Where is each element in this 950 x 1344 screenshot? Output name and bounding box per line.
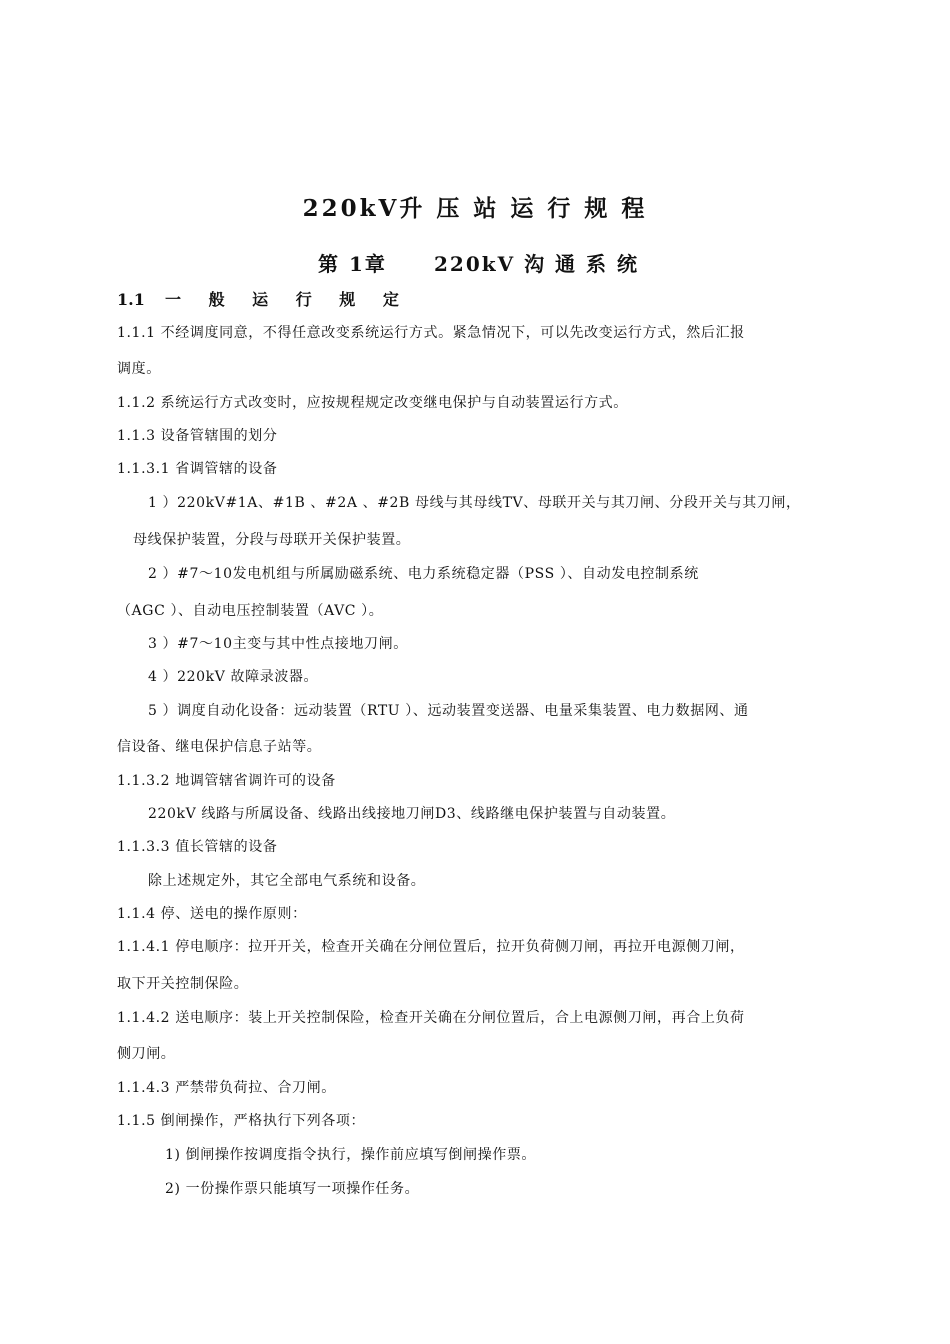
chapter-title: 220kV 沟 通 系 统 xyxy=(434,252,639,276)
section-number: 1.1 xyxy=(117,290,145,309)
paragraph-line: 220kV 线路与所属设备、线路出线接地刀闸D3、线路继电保护装置与自动装置。 xyxy=(148,806,676,822)
document-title: 220kV升 压 站 运 行 规 程 xyxy=(302,195,648,222)
paragraph-line: 1.1.4.3 严禁带负荷拉、合刀闸。 xyxy=(117,1080,336,1096)
paragraph-line: 侧刀闸。 xyxy=(117,1046,176,1062)
paragraph-line: 1.1.4.2 送电顺序：装上开关控制保险，检查开关确在分闸位置后，合上电源侧刀闸，再合上负荷 xyxy=(117,1010,745,1026)
section-heading xyxy=(117,287,410,310)
list-item-line: （AGC ）、自动电压控制装置（AVC ）。 xyxy=(117,603,384,619)
list-item-line: 2) 一份操作票只能填写一项操作任务。 xyxy=(165,1181,420,1197)
list-item-line: 3 ）#7～10主变与其中性点接地刀闸。 xyxy=(148,636,408,652)
paragraph-line: 1.1.5 倒闸操作，严格执行下列各项： xyxy=(117,1113,366,1129)
list-item-line: 5 ）调度自动化设备：远动装置（RTU ）、远动装置变送器、电量采集装置、电力数据网、通 xyxy=(148,703,749,719)
list-item-line: 信设备、继电保护信息子站等。 xyxy=(117,739,322,755)
paragraph-line: 调度。 xyxy=(117,361,161,377)
paragraph-line: 取下开关控制保险。 xyxy=(117,976,249,992)
paragraph-line: 1.1.3.3 值长管辖的设备 xyxy=(117,839,278,855)
paragraph-line: 1.1.3.2 地调管辖省调许可的设备 xyxy=(117,773,336,789)
list-item-line: 4 ）220kV 故障录波器。 xyxy=(148,669,319,685)
paragraph-line: 1.1.2 系统运行方式改变时，应按规程规定改变继电保护与自动装置运行方式。 xyxy=(117,395,628,411)
paragraph-line: 除上述规定外，其它全部电气系统和设备。 xyxy=(148,873,426,889)
paragraph-line: 1.1.1 不经调度同意，不得任意改变系统运行方式。紧急情况下，可以先改变运行方式，然后汇报 xyxy=(117,325,745,341)
paragraph-line: 1.1.3 设备管辖围的划分 xyxy=(117,428,278,444)
list-item-line: 母线保护装置，分段与母联开关保护装置。 xyxy=(133,532,411,548)
paragraph-line: 1.1.4 停、送电的操作原则： xyxy=(117,906,307,922)
list-item-line: 2 ）#7～10发电机组与所属励磁系统、电力系统稳定器（PSS ）、自动发电控制系统 xyxy=(148,566,699,582)
paragraph-line: 1.1.4.1 停电顺序：拉开开关，检查开关确在分闸位置后，拉开负荷侧刀闸，再拉开电源侧刀闸， xyxy=(117,939,745,955)
chapter-number: 第 1章 xyxy=(318,252,387,276)
list-item-line: 1 ）220kV#1A、#1B 、#2A 、#2B 母线与其母线TV、母联开关与其刀闸、分段开关与其刀闸， xyxy=(148,495,801,511)
list-item-line: 1) 倒闸操作按调度指令执行，操作前应填写倒闸操作票。 xyxy=(165,1147,537,1163)
section-title: 一 般 运 行 规 定 xyxy=(165,290,410,309)
paragraph-line: 1.1.3.1 省调管辖的设备 xyxy=(117,461,278,477)
